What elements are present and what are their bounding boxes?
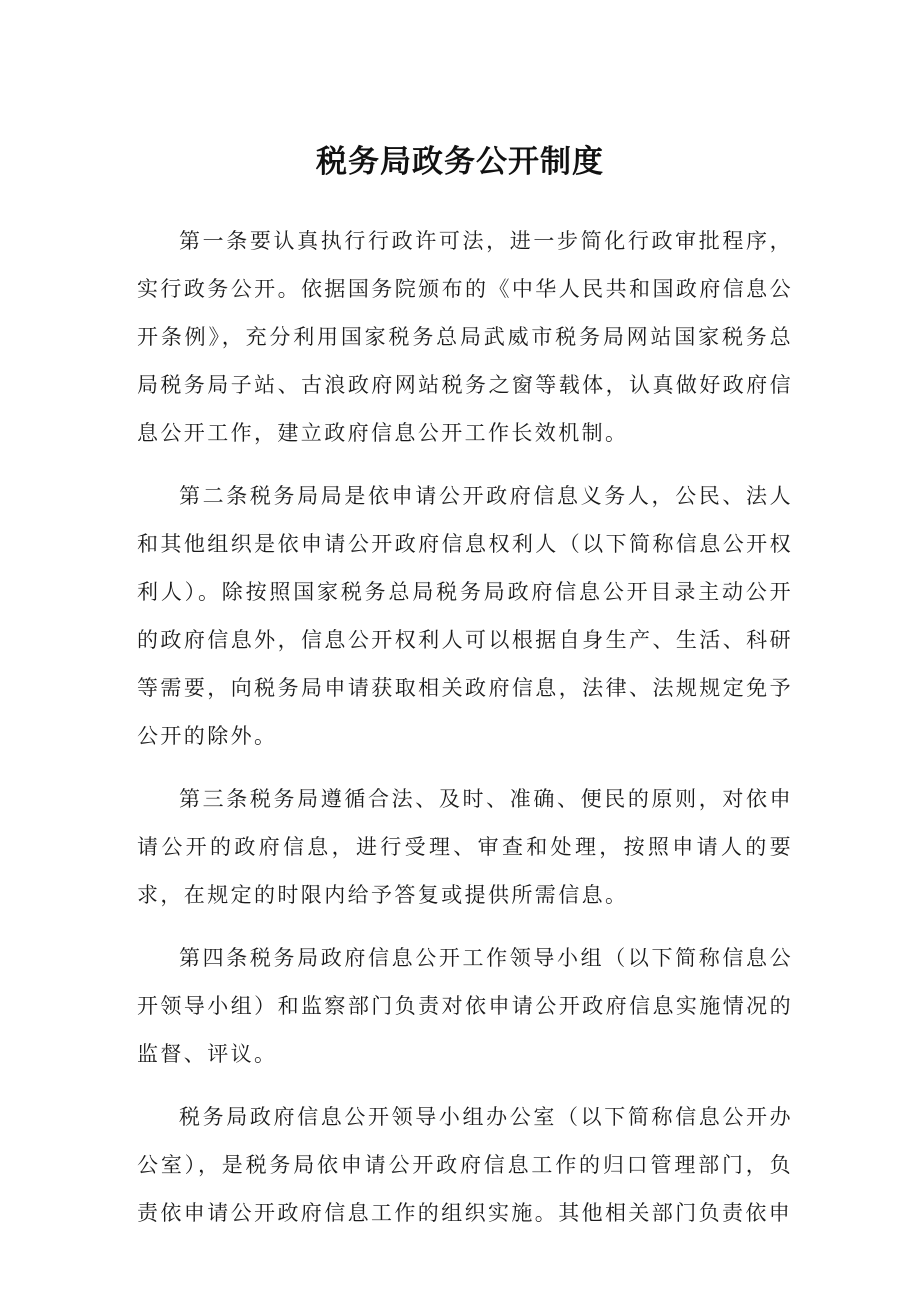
paragraph-article-3: 第三条税务局遵循合法、及时、准确、便民的原则，对依申请公开的政府信息，进行受理、审查和处理，按照申请人的要求，在规定的时限内给予答复或提供所需信息。 [137, 787, 793, 907]
document-body [137, 217, 793, 1252]
paragraph-article-1: 第一条要认真执行行政许可法，进一步简化行政审批程序，实行政务公开。依据国务院颁布的《中华人民共和国政府信息公开条例》，充分利用国家税务总局武威市税务局网站国家税务总局税务局子站、古浪政府网站税务之窗等载体，认真做好政府信息公开工作，建立政府信息公开工作长效机制。 [137, 229, 793, 445]
document-title: 税务局政务公开制度 [316, 144, 604, 180]
paragraph-article-4: 第四条税务局政府信息公开工作领导小组（以下简称信息公开领导小组）和监察部门负责对依申请公开政府信息实施情况的监督、评议。 [137, 946, 793, 1066]
paragraph-article-2: 第二条税务局局是依申请公开政府信息义务人，公民、法人和其他组织是依申请公开政府信息权利人（以下简称信息公开权利人）。除按照国家税务总局税务局政府信息公开目录主动公开的政府信息外，信息公开权利人可以根据自身生产、生活、科研等需要，向税务局申请获取相关政府信息，法律、法规规定免予公开的除外。 [137, 484, 793, 748]
paragraph-office: 税务局政府信息公开领导小组办公室（以下简称信息公开办公室），是税务局依申请公开政府信息工作的归口管理部门，负责依申请公开政府信息工作的组织实施。其他相关部门负责依申 [137, 1105, 793, 1225]
